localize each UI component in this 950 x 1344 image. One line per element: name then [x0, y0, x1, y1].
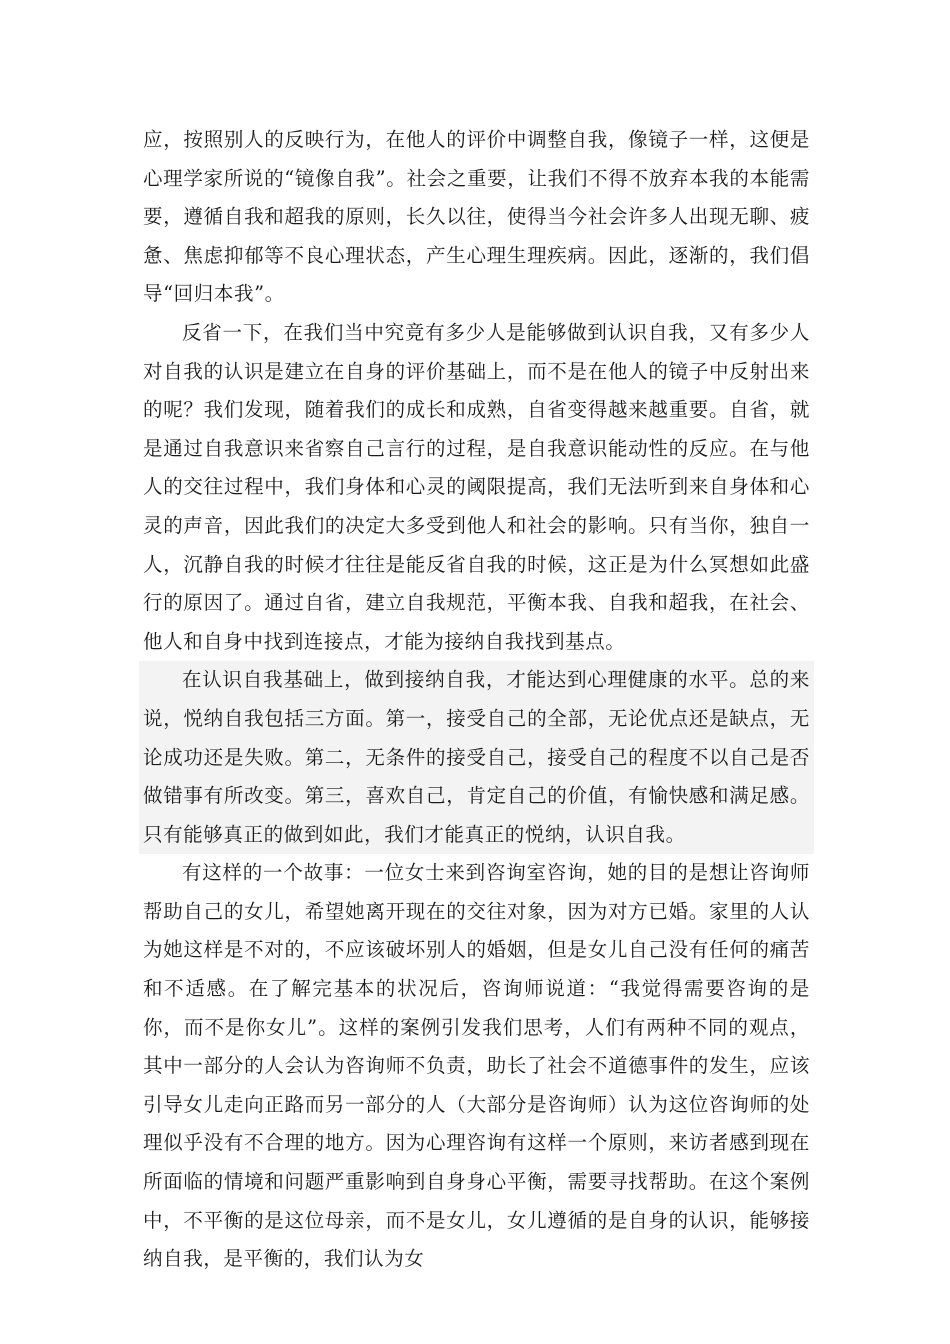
- paragraph-self-reflection: 反省一下，在我们当中究竟有多少人是能够做到认识自我，又有多少人对自我的认识是建立在自身的评价基础上，而不是在他人的镜子中反射出来的呢？我们发现，随着我们的成长和成熟，自省变得越来越重要。自省，就是通过自我意识来省察自己言行的过程，是自我意识能动性的反应。在与他人的交往过程中，我们身体和心灵的阈限提高，我们无法听到来自身体和心灵的声音，因此我们的决定大多受到他人和社会的影响。只有当你，独自一人，沉静自我的时候才往往是能反省自我的时候，这正是为什么冥想如此盛行的原因了。通过自省，建立自我规范，平衡本我、自我和超我，在社会、他人和自身中找到连接点，才能为接纳自我找到基点。: [143, 320, 810, 653]
- paragraph-continued: 应，按照别人的反映行为，在他人的评价中调整自我，像镜子一样，这便是心理学家所说的“镜像自我”。社会之重要，让我们不得不放弃本我的本能需要，遵循自我和超我的原则，长久以往，使得当今社会许多人出现无聊、疲惫、焦虑抑郁等不良心理状态，产生心理生理疾病。因此，逐渐的，我们倡导“回归本我”。: [143, 128, 810, 306]
- paragraph-case-story: 有这样的一个故事：一位女士来到咨询室咨询，她的目的是想让咨询师帮助自己的女儿，希望她离开现在的交往对象，因为对方已婚。家里的人认为她这样是不对的，不应该破坏别人的婚姻，但是女儿自己没有任何的痛苦和不适感。在了解完基本的状况后，咨询师说道：“我觉得需要咨询的是你，而不是你女儿”。这样的案例引发我们思考，人们有两种不同的观点，其中一部分的人会认为咨询师不负责，助长了社会不道德事件的发生，应该引导女儿走向正路而另一部分的人（大部分是咨询师）认为这位咨询师的处理似乎没有不合理的地方。因为心理咨询有这样一个原则，来访者感到现在所面临的情境和问题严重影响到自身身心平衡，需要寻找帮助。在这个案例中，不平衡的是这位母亲，而不是女儿，女儿遵循的是自身的认识，能够接纳自我，是平衡的，我们认为女: [143, 861, 810, 1271]
- paragraph-self-acceptance: 在认识自我基础上，做到接纳自我，才能达到心理健康的水平。总的来说，悦纳自我包括三方面。第一，接受自己的全部，无论优点还是缺点，无论成功还是失败。第二，无条件的接受自己，接受自己的程度不以自己是否做错事有所改变。第三，喜欢自己，肯定自己的价值，有愉快感和满足感。只有能够真正的做到如此，我们才能真正的悦纳，认识自我。: [139, 661, 814, 854]
- document-body: [143, 121, 810, 1279]
